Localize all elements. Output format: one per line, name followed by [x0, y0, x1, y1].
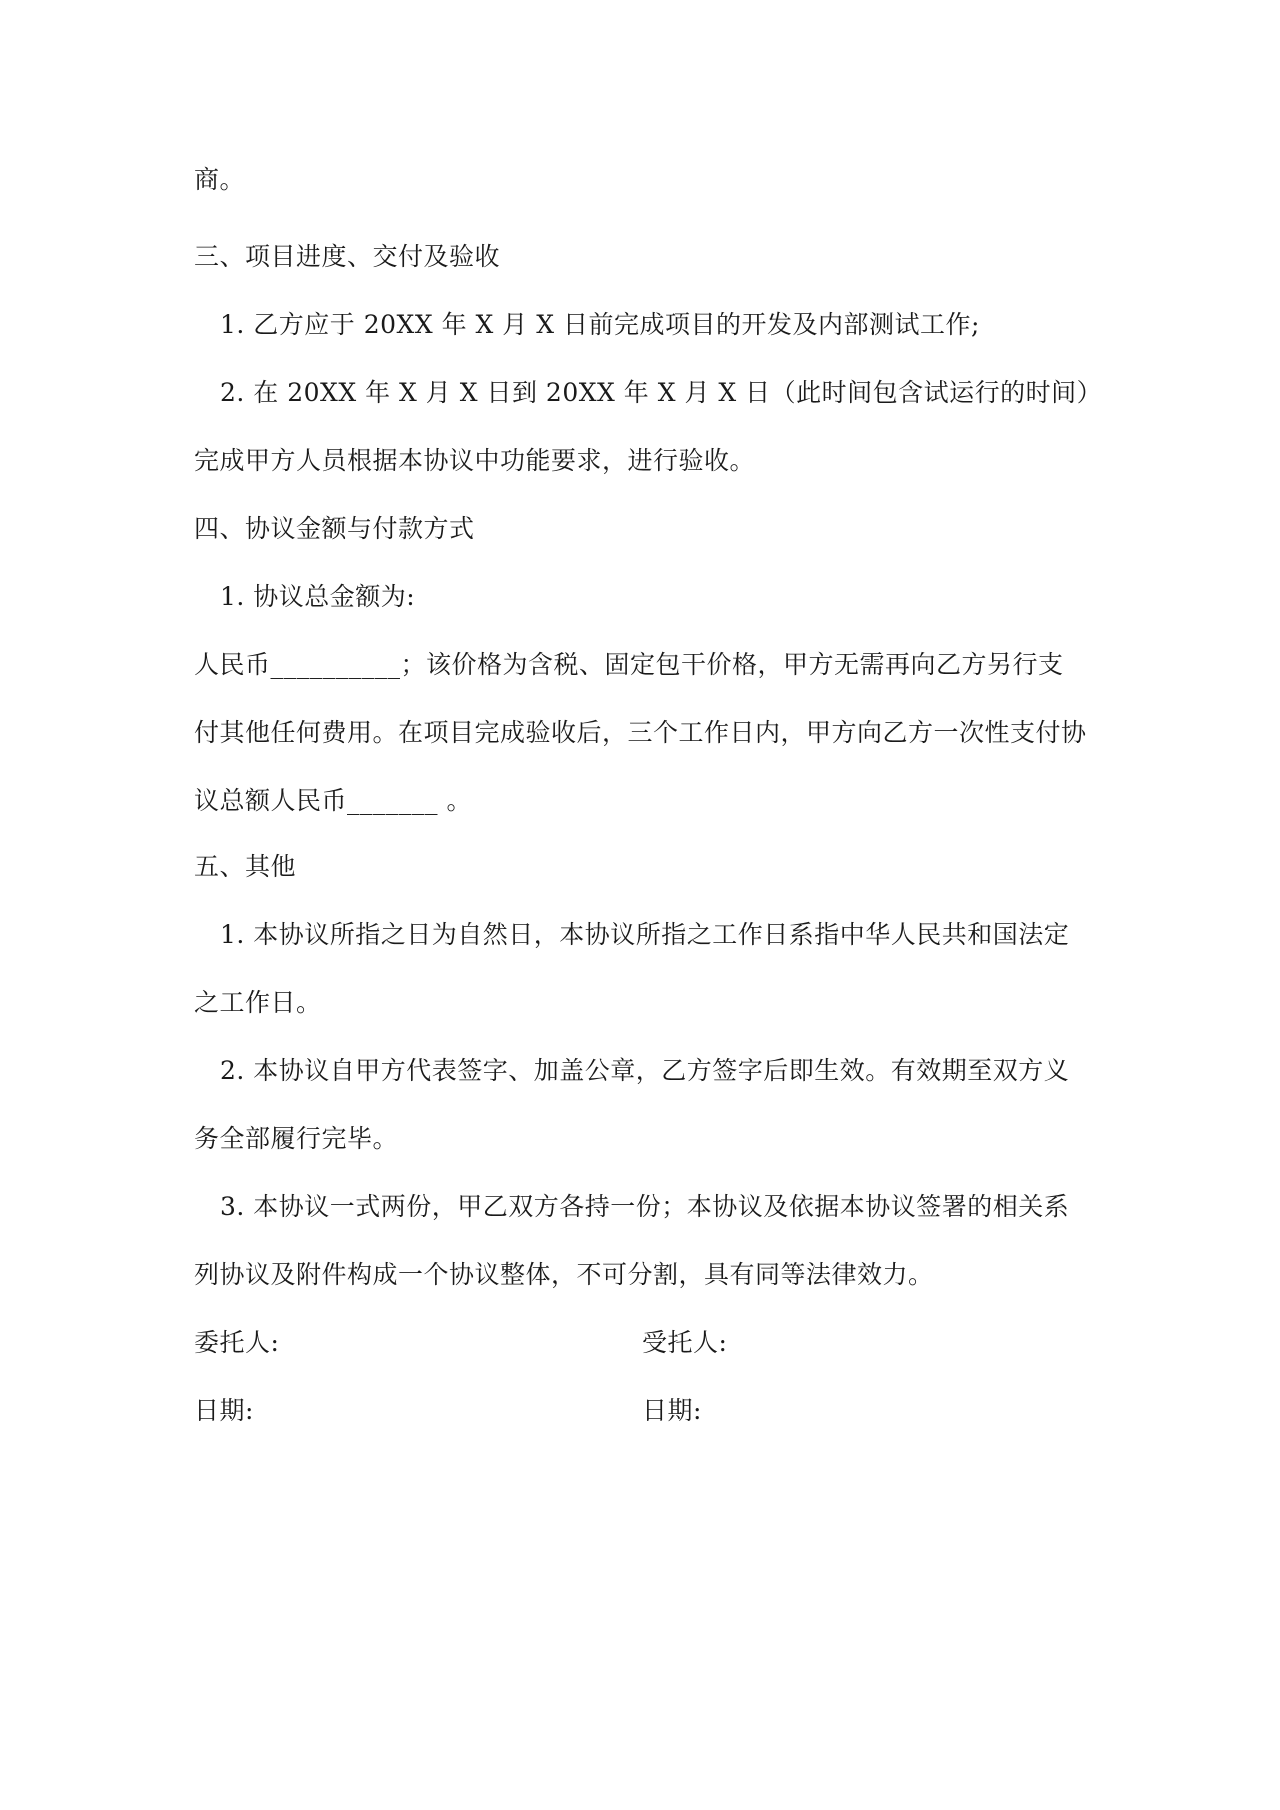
section-3-item-1: 1. 乙方应于 20XX 年 X 月 X 日前完成项目的开发及内部测试工作; — [220, 310, 980, 339]
section-5-item-2-line-1: 2. 本协议自甲方代表签字、加盖公章，乙方签字后即生效。有效期至双方义 — [220, 1056, 1070, 1085]
section-5-heading: 五、其他 — [194, 852, 297, 881]
section-4-item-1: 1. 协议总金额为: — [220, 582, 416, 611]
section-4-para-line-3: 议总额人民币_______ 。 — [194, 786, 472, 815]
continuation-text: 商。 — [194, 165, 246, 194]
section-4-para-line-2: 付其他任何费用。在项目完成验收后，三个工作日内，甲方向乙方一次性支付协 — [194, 718, 1087, 747]
contractor-date-label: 日期: — [642, 1396, 702, 1425]
section-3-heading: 三、项目进度、交付及验收 — [194, 242, 501, 271]
section-5-item-2-line-2: 务全部履行完毕。 — [194, 1124, 399, 1153]
section-5-item-3-line-2: 列协议及附件构成一个协议整体，不可分割，具有同等法律效力。 — [194, 1260, 934, 1289]
section-5-item-3-line-1: 3. 本协议一式两份，甲乙双方各持一份；本协议及依据本协议签署的相关系 — [220, 1192, 1070, 1221]
client-signature-label: 委托人: — [194, 1328, 280, 1357]
section-4-para-line-1: 人民币__________；该价格为含税、固定包干价格，甲方无需再向乙方另行支 — [194, 650, 1064, 679]
section-4-heading: 四、协议金额与付款方式 — [194, 514, 475, 543]
section-3-item-2-line-1: 2. 在 20XX 年 X 月 X 日到 20XX 年 X 月 X 日（此时间包含试运行的时间） — [220, 378, 1103, 407]
client-date-label: 日期: — [194, 1396, 254, 1425]
section-3-item-2-line-2: 完成甲方人员根据本协议中功能要求，进行验收。 — [194, 446, 756, 475]
contractor-signature-label: 受托人: — [642, 1328, 728, 1357]
section-5-item-1-line-1: 1. 本协议所指之日为自然日，本协议所指之工作日系指中华人民共和国法定 — [220, 920, 1070, 949]
section-5-item-1-line-2: 之工作日。 — [194, 988, 322, 1017]
